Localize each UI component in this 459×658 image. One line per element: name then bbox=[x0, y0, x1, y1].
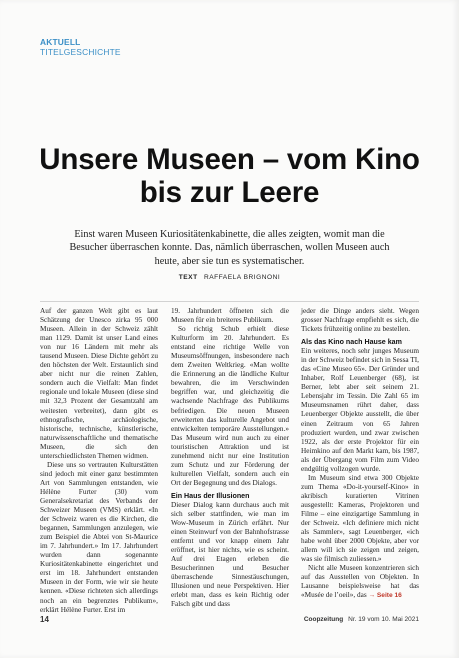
paragraph: So richtig Schub erhielt diese Kulturform im 20. Jahrhundert. Es entstand eine richtige Welle von Museumsöffnungen, insbesondere nach dem Zweiten Weltkrieg. «Man wollte die Erinnerung an die ländliche Kultur bewahren, die im Verschwinden begriffen war, und gleichzeitig die wachsende Nachfrage des Publikums befriedigen. Die neuen Museen erweiterten das kulturelle Angebot und entwickelten temporäre Ausstellungen.» Das Museum wird nun auch zu einer touristischen Attraktion und ist zunehmend nicht nur eine Institution zum Schutz und zur Förderung der kulturellen Vielfalt, sondern auch ein Ort der Begegnung und des Dialogs. bbox=[171, 325, 289, 487]
paragraph: Im Museum sind etwa 300 Objekte zum Thema «Do-it-yourself-Kino» in akribisch kuratierten Vitrinen ausgestellt: Kameras, Projektoren und Filme – eine einzigartige Sammlung in der Schweiz. «Ich definiere mich nicht als Sammler», sagt Leuenberger, «ich habe wohl über 2000 Objekte, aber vor allem will ich sie zeigen und zeigen, was sie filmisch zuliessen.» bbox=[301, 473, 419, 564]
article-lead: Einst waren Museen Kuriositätenkabinette, die alles zeigten, womit man die Besucher überraschen konnte. Das, nämlich überraschen, wollen Museen auch heute, aber sie tun es systematischer. bbox=[69, 229, 390, 267]
issue-info: Nr. 19 vom 10. Mai 2021 bbox=[348, 616, 419, 623]
text-column-2 bbox=[171, 307, 289, 610]
paragraph-text: Nicht alle Museen konzentrieren sich auf das Ausstellen von Objekten. In Lausanne beispielsweise hat das «Musée de l’oeil», das bbox=[301, 564, 419, 600]
magazine-name: Coopzeitung bbox=[303, 616, 344, 623]
byline-tag: TEXT bbox=[178, 274, 198, 281]
paragraph: Diese uns so vertrauten Kulturstätten sind jedoch mit einer ganz bestimmten Art von Sammlungen entstanden, wie Hélène Furter (30) vom Generalsekretariat des Verbands der Schweizer Museen (VMS) erklärt. «In der Schweiz waren es die Kirchen, die begannen, Sammlungen anzulegen, wie zum Beispiel die Abtei von St-Maurice im 7. Jahrhundert.» Im 17. Jahrhundert wurden dann sogenannte Kuriositätenkabinette eingerichtet und erst im 18. Jahrhundert entstanden Museen in der Form, wie wir sie heute kennen. «Diese richteten sich allerdings noch an ein begrenztes Publikum», erklärt Hélène Furter. Erst im bbox=[40, 460, 158, 614]
continued-link[interactable]: → Seite 16 bbox=[368, 592, 402, 600]
text-column-3 bbox=[301, 307, 419, 600]
section-label bbox=[40, 37, 121, 57]
publication-info bbox=[304, 616, 419, 623]
paragraph bbox=[301, 564, 419, 600]
paragraph: Dieser Dialog kann durchaus auch mit sich selber stattfinden, wie man im Wow-Museum in Zürich erfährt. Nur einen Steinwurf von der Bahnhofstrasse entfernt und vor knapp einem Jahr eröffnet, ist hier nichts, wie es scheint. Auf drei Etagen erleben die Besucherinnen und Besucher überraschende Sinnestäuschungen, Illusionen und neue Perspektiven. Hier erlebt man, dass es kein Richtig oder Falsch gibt und dass bbox=[171, 500, 289, 609]
subheading-illusions: Ein Haus der Illusionen bbox=[171, 491, 250, 500]
article-headline: Unsere Museen – vom Kino bis zur Leere bbox=[39, 143, 420, 209]
article-byline bbox=[40, 274, 419, 281]
text-column-1 bbox=[40, 307, 158, 615]
paragraph: 19. Jahrhundert öffneten sich die Museen für ein breiteres Publikum. bbox=[171, 307, 289, 325]
divider bbox=[40, 301, 419, 302]
paragraph: Auf der ganzen Welt gibt es laut Schätzung der Unesco zirka 95 000 Museen. Allein in der Schweiz zählt man 1129. Damit ist unser Land eines von nur 16 Ländern mit mehr als tausend Museen. Diese Dichte gehört zu den höchsten der Welt. Erstaunlich sind aber nicht nur die reinen Zahlen, sondern auch die Vielfalt: Man findet regionale und lokale Museen (diese sind mit 32,3 Prozent der Gesamtzahl am weitesten verbreitet), dann gibt es ethnografische, archäologische, historische, technische, künstlerische, naturwissenschaftliche und thematische Museen, die sich den unterschiedlichsten Themen widmen. bbox=[40, 307, 158, 460]
paragraph: jeder die Dinge anders sieht. Wegen grosser Nachfrage empfiehlt es sich, die Tickets frühzeitig online zu bestellen. bbox=[301, 307, 419, 334]
section-kicker: AKTUELL bbox=[40, 37, 81, 47]
page-number: 14 bbox=[40, 615, 49, 624]
subheading-cinema: Als das Kino nach Hause kam bbox=[301, 338, 402, 347]
section-subtitle: TITELGESCHICHTE bbox=[40, 47, 121, 57]
byline-author: RAFFAELA BRIGNONI bbox=[203, 274, 281, 281]
paragraph: Ein weiteres, noch sehr junges Museum in der Schweiz befindet sich in Sessa TI, das «Cine Museo 65». Der Gründer und Inhaber, Rolf Leuenberger (68), ist Berner, lebt aber seit seinem 21. Lebensjahr im Tessin. Die Zahl 65 im Museumsnamen rührt daher, dass Leuenberger Objekte ausstellt, die über einen Zeitraum von 65 Jahren produziert wurden, und zwar zwischen 1922, als der erste Projektor für ein Heimkino auf den Markt kam, bis 1987, als der Übergang vom Film zum Video endgültig vollzogen wurde. bbox=[301, 347, 419, 473]
